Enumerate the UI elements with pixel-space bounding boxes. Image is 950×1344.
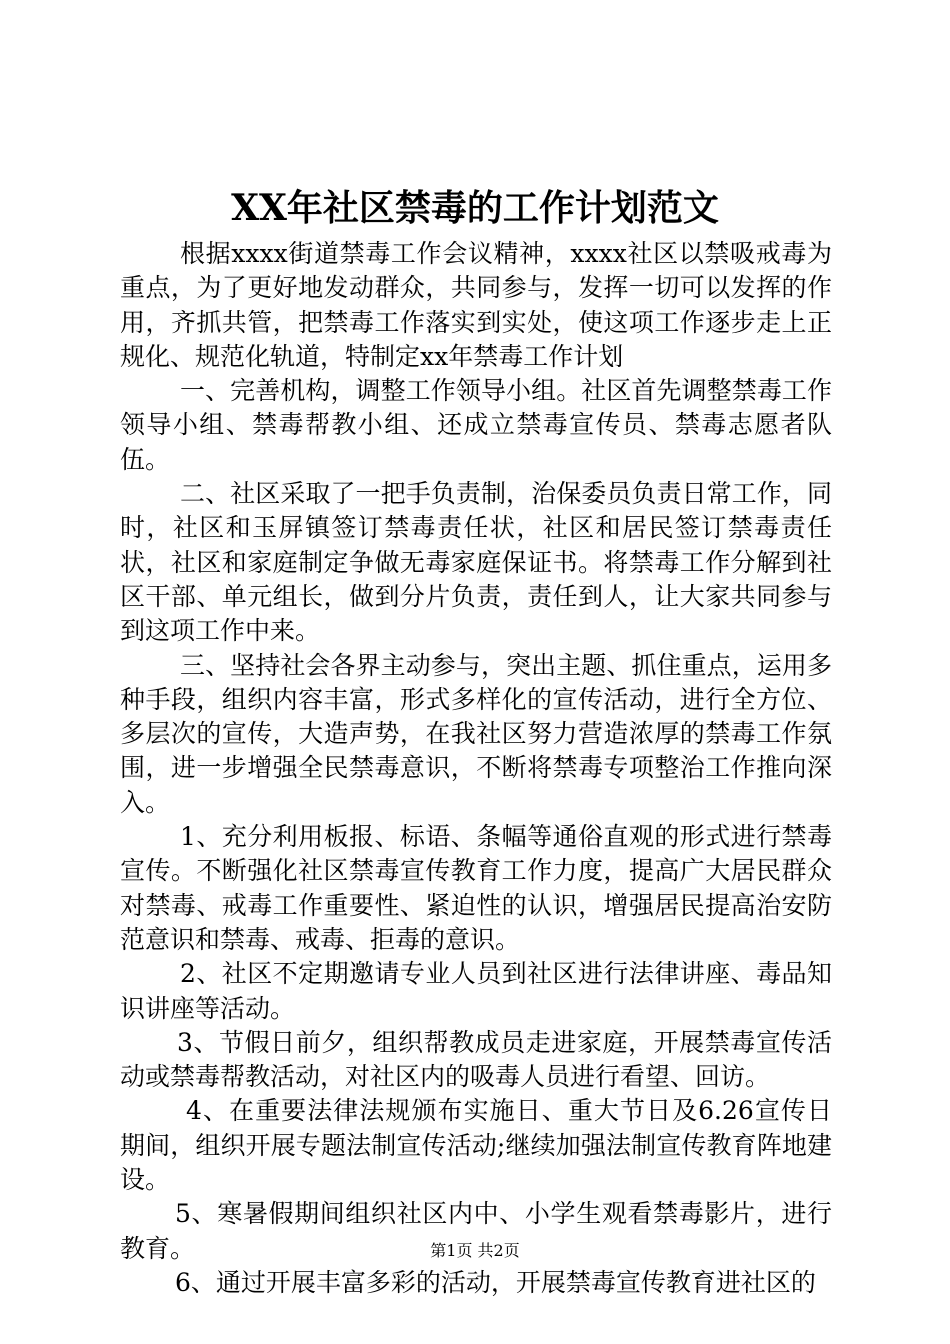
page-footer: 第1页 共2页 (430, 1241, 520, 1260)
paragraph-item-6: 6、通过开展丰富多彩的活动，开展禁毒宣传教育进社区的 (175, 1267, 816, 1297)
paragraph-section-1: 一、完善机构，调整工作领导小组。社区首先调整禁毒工作领导小组、禁毒帮教小组、还成立禁毒宣传员、禁毒志愿者队伍。 (120, 376, 832, 474)
paragraph-item-2: 2、社区不定期邀请专业人员到社区进行法律讲座、毒品知识讲座等活动。 (120, 959, 832, 1023)
document-body (120, 237, 832, 1300)
paragraph-item-4: 4、在重要法律法规颁布实施日、重大节日及6.26宣传日期间，组织开展专题法制宣传活动;继续加强法制宣传教育阵地建设。 (120, 1096, 832, 1195)
paragraph-item-1: 1、充分利用板报、标语、条幅等通俗直观的形式进行禁毒宣传。不断强化社区禁毒宣传教育工作力度，提高广大居民群众对禁毒、戒毒工作重要性、紧迫性的认识，增强居民提高治安防范意识和禁毒、戒毒、拒毒的意识。 (120, 822, 832, 954)
paragraph-section-2: 二、社区采取了一把手负责制，治保委员负责日常工作，同时，社区和玉屏镇签订禁毒责任状，社区和居民签订禁毒责任状，社区和家庭制定争做无毒家庭保证书。将禁毒工作分解到社区干部、单元组长，做到分片负责，责任到人，让大家共同参与到这项工作中来。 (120, 479, 832, 646)
document-title: XX年社区禁毒的工作计划范文 (231, 187, 719, 229)
paragraph-item-3: 3、节假日前夕，组织帮教成员走进家庭，开展禁毒宣传活动或禁毒帮教活动，对社区内的吸毒人员进行看望、回访。 (120, 1027, 832, 1092)
paragraph-section-3: 三、坚持社会各界主动参与，突出主题、抓住重点，运用多种手段，组织内容丰富，形式多样化的宣传活动，进行全方位、多层次的宣传，大造声势，在我社区努力营造浓厚的禁毒工作氛围，进一步增强全民禁毒意识，不断将禁毒专项整治工作推向深入。 (120, 650, 832, 817)
paragraph-item-5: 5、寒暑假期间组织社区内中、小学生观看禁毒影片，进行教育。 (120, 1199, 832, 1263)
paragraph-intro: 根据xxxx街道禁毒工作会议精神，xxxx社区以禁吸戒毒为重点，为了更好地发动群众，共同参与，发挥一切可以发挥的作用，齐抓共管，把禁毒工作落实到实处，使这项工作逐步走上正规化、规范化轨道，特制定xx年禁毒工作计划 (120, 239, 832, 371)
